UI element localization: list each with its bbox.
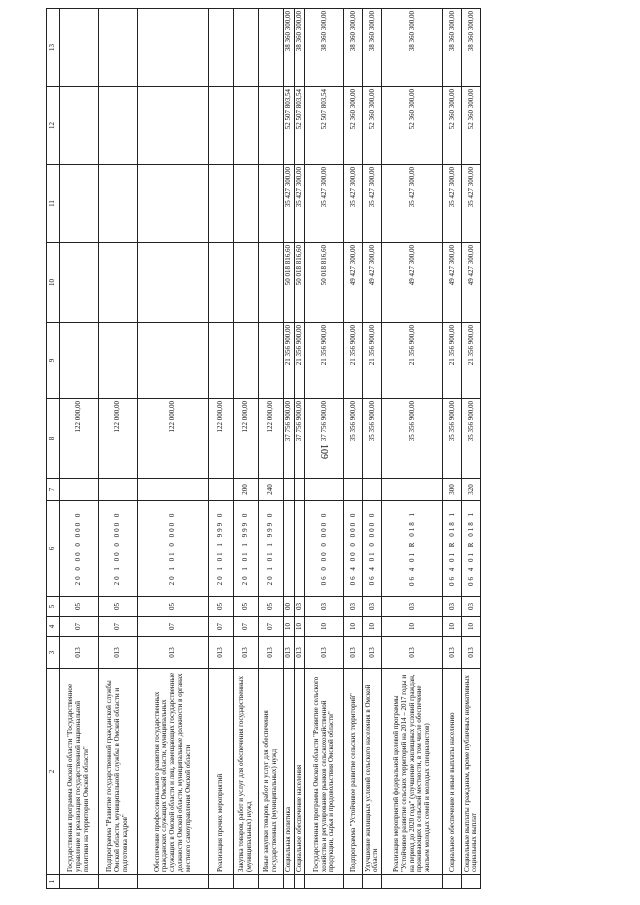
ministry-code-cell: 013 (284, 637, 295, 669)
amount-cell: 21 356 900,00 (382, 323, 443, 399)
column-number: 8 (47, 399, 60, 479)
budget-table (46, 8, 481, 889)
amount-cell (99, 165, 138, 243)
ministry-code-cell: 013 (294, 637, 305, 669)
table-row (344, 9, 363, 889)
row-name-cell: Подпрограмма "Устойчивое развитие сельских территорий" (344, 669, 363, 875)
amount-cell: 21 356 900,00 (284, 323, 295, 399)
section-code-cell: 10 (284, 617, 295, 637)
subsection-code-cell: 03 (344, 597, 363, 617)
amount-cell: 38 360 300,00 (294, 9, 305, 87)
amount-cell: 37 756 900,00 (284, 399, 295, 479)
amount-cell (259, 243, 284, 323)
column-number: 4 (47, 617, 60, 637)
amount-cell: 52 360 300,00 (363, 87, 382, 165)
amount-cell (138, 9, 209, 87)
row-name-cell: Улучшение жилищных условий сельского населения в Омской области (363, 669, 382, 875)
amount-cell (234, 165, 259, 243)
section-code-cell: 07 (99, 617, 138, 637)
expense-type-cell (284, 479, 295, 501)
amount-cell: 35 427 300,00 (443, 165, 462, 243)
amount-cell: 35 356 900,00 (382, 399, 443, 479)
amount-cell: 21 356 900,00 (443, 323, 462, 399)
table-row (462, 9, 481, 889)
amount-cell: 38 360 300,00 (443, 9, 462, 87)
amount-cell: 49 427 300,00 (462, 243, 481, 323)
row-number-cell (363, 875, 382, 889)
section-code-cell: 10 (382, 617, 443, 637)
amount-cell (60, 323, 99, 399)
amount-cell: 38 360 300,00 (382, 9, 443, 87)
row-name-cell: Реализация мероприятий федеральной целевой программы "Устойчивое развитие сельских территорий на 2014 – 2017 годы и на период до 2020 года" (улучшение жилищных условий граждан, проживающих в сельской местности, в том числе обеспечение жильем молодых семей и молодых специалистов) (382, 669, 443, 875)
table-row (284, 9, 295, 889)
amount-cell: 35 356 900,00 (443, 399, 462, 479)
amount-cell: 21 356 900,00 (294, 323, 305, 399)
amount-cell: 37 756 900,00 (305, 399, 344, 479)
subsection-code-cell: 05 (259, 597, 284, 617)
column-number: 10 (47, 243, 60, 323)
amount-cell (259, 165, 284, 243)
table-row (209, 9, 234, 889)
amount-cell (99, 9, 138, 87)
table-row (99, 9, 138, 889)
amount-cell: 122 000,00 (60, 399, 99, 479)
row-number-cell (305, 875, 344, 889)
subsection-code-cell: 03 (443, 597, 462, 617)
amount-cell (99, 87, 138, 165)
expense-type-cell (363, 479, 382, 501)
amount-cell: 49 427 300,00 (443, 243, 462, 323)
amount-cell (60, 9, 99, 87)
subsection-code-cell: 03 (305, 597, 344, 617)
amount-cell: 35 427 300,00 (363, 165, 382, 243)
amount-cell (138, 165, 209, 243)
ministry-code-cell: 013 (363, 637, 382, 669)
amount-cell (138, 243, 209, 323)
column-number: 5 (47, 597, 60, 617)
amount-cell: 35 427 300,00 (284, 165, 295, 243)
expense-type-cell (209, 479, 234, 501)
expense-type-cell (344, 479, 363, 501)
amount-cell (234, 323, 259, 399)
target-article-cell: 06 0 00 0 000 0 (305, 501, 344, 597)
column-number: 12 (47, 87, 60, 165)
expense-type-cell: 320 (462, 479, 481, 501)
amount-cell (138, 323, 209, 399)
ministry-code-cell: 013 (234, 637, 259, 669)
amount-cell (60, 243, 99, 323)
amount-cell: 38 360 300,00 (462, 9, 481, 87)
amount-cell: 122 000,00 (259, 399, 284, 479)
amount-cell: 35 427 300,00 (305, 165, 344, 243)
subsection-code-cell: 05 (234, 597, 259, 617)
amount-cell: 35 427 300,00 (294, 165, 305, 243)
table-row (234, 9, 259, 889)
target-article-cell (294, 501, 305, 597)
amount-cell (209, 243, 234, 323)
table-row (138, 9, 209, 889)
amount-cell: 21 356 900,00 (363, 323, 382, 399)
expense-type-cell: 300 (443, 479, 462, 501)
ministry-code-cell: 013 (259, 637, 284, 669)
amount-cell: 37 756 900,00 (294, 399, 305, 479)
amount-cell: 52 360 300,00 (344, 87, 363, 165)
row-name-cell: Закупка товаров, работ и услуг для обеспечения государственных (муниципальных) нужд (234, 669, 259, 875)
expense-type-cell (382, 479, 443, 501)
row-name-cell: Социальные выплаты гражданам, кроме публичных нормативных социальных выплат (462, 669, 481, 875)
amount-cell (234, 243, 259, 323)
ministry-code-cell: 013 (60, 637, 99, 669)
section-code-cell: 07 (209, 617, 234, 637)
amount-cell: 21 356 900,00 (462, 323, 481, 399)
subsection-code-cell: 05 (60, 597, 99, 617)
section-code-cell: 07 (234, 617, 259, 637)
amount-cell: 52 360 300,00 (382, 87, 443, 165)
table-row (363, 9, 382, 889)
target-article-cell: 06 4 01 R 018 1 (462, 501, 481, 597)
subsection-code-cell: 03 (382, 597, 443, 617)
expense-type-cell (305, 479, 344, 501)
expense-type-cell: 240 (259, 479, 284, 501)
expense-type-cell (138, 479, 209, 501)
amount-cell (60, 87, 99, 165)
amount-cell (234, 87, 259, 165)
section-code-cell: 10 (305, 617, 344, 637)
table-row (443, 9, 462, 889)
amount-cell (259, 323, 284, 399)
ministry-code-cell: 013 (462, 637, 481, 669)
row-number-cell (99, 875, 138, 889)
column-number: 13 (47, 9, 60, 87)
row-name-cell: Социальное обеспечение населения (294, 669, 305, 875)
subsection-code-cell: 03 (294, 597, 305, 617)
amount-cell: 122 000,00 (99, 399, 138, 479)
amount-cell: 122 000,00 (234, 399, 259, 479)
amount-cell: 52 507 803,54 (294, 87, 305, 165)
amount-cell (209, 323, 234, 399)
column-number: 2 (47, 669, 60, 875)
amount-cell (209, 9, 234, 87)
column-number: 3 (47, 637, 60, 669)
amount-cell: 52 360 300,00 (462, 87, 481, 165)
amount-cell (234, 9, 259, 87)
target-article-cell: 06 4 01 0 000 0 (363, 501, 382, 597)
section-code-cell: 07 (259, 617, 284, 637)
amount-cell: 122 000,00 (209, 399, 234, 479)
target-article-cell: 20 1 01 1 999 0 (234, 501, 259, 597)
target-article-cell: 20 1 00 0 000 0 (99, 501, 138, 597)
target-article-cell: 20 1 01 1 999 0 (259, 501, 284, 597)
amount-cell: 38 360 300,00 (344, 9, 363, 87)
expense-type-cell (99, 479, 138, 501)
subsection-code-cell: 03 (462, 597, 481, 617)
amount-cell: 52 507 803,54 (284, 87, 295, 165)
subsection-code-cell: 05 (99, 597, 138, 617)
ministry-code-cell: 013 (382, 637, 443, 669)
column-number: 1 (47, 875, 60, 889)
ministry-code-cell: 013 (344, 637, 363, 669)
target-article-cell: 20 0 00 0 000 0 (60, 501, 99, 597)
target-article-cell: 20 1 01 0 000 0 (138, 501, 209, 597)
column-number-row (47, 9, 60, 889)
target-article-cell: 06 4 01 R 018 1 (382, 501, 443, 597)
target-article-cell (284, 501, 295, 597)
row-number-cell (284, 875, 295, 889)
table-row (382, 9, 443, 889)
ministry-code-cell: 013 (138, 637, 209, 669)
table-row (305, 9, 344, 889)
expense-type-cell: 200 (234, 479, 259, 501)
subsection-code-cell: 05 (209, 597, 234, 617)
row-number-cell (382, 875, 443, 889)
amount-cell (138, 87, 209, 165)
amount-cell: 35 356 900,00 (462, 399, 481, 479)
section-code-cell: 10 (344, 617, 363, 637)
section-code-cell: 07 (60, 617, 99, 637)
column-number: 9 (47, 323, 60, 399)
amount-cell: 49 427 300,00 (363, 243, 382, 323)
amount-cell (60, 165, 99, 243)
amount-cell: 50 018 816,60 (284, 243, 295, 323)
section-code-cell: 10 (443, 617, 462, 637)
row-number-cell (294, 875, 305, 889)
amount-cell: 49 427 300,00 (382, 243, 443, 323)
amount-cell: 35 356 900,00 (363, 399, 382, 479)
amount-cell: 35 356 900,00 (344, 399, 363, 479)
amount-cell (259, 87, 284, 165)
row-name-cell: Государственная программа Омской области "Государственное управление и реализация государственной национальной политики на территории Омской области" (60, 669, 99, 875)
table-row (60, 9, 99, 889)
amount-cell: 35 427 300,00 (462, 165, 481, 243)
amount-cell (209, 165, 234, 243)
ministry-code-cell: 013 (443, 637, 462, 669)
column-number: 7 (47, 479, 60, 501)
amount-cell: 50 018 816,60 (294, 243, 305, 323)
target-article-cell: 20 1 01 1 999 0 (209, 501, 234, 597)
amount-cell: 49 427 300,00 (344, 243, 363, 323)
amount-cell: 38 360 300,00 (363, 9, 382, 87)
rotated-table-wrapper (46, 9, 640, 889)
amount-cell: 52 507 803,54 (305, 87, 344, 165)
amount-cell: 52 360 300,00 (443, 87, 462, 165)
section-code-cell: 10 (462, 617, 481, 637)
amount-cell: 50 018 816,60 (305, 243, 344, 323)
row-name-cell: Обеспечение профессионального развития государственных гражданских служащих Омской области, муниципальных служащих в Омской области и лиц, замещающих государственные должности Омской области, муниципальные должности в органах местного самоуправления Омской области (138, 669, 209, 875)
amount-cell (99, 323, 138, 399)
section-code-cell: 10 (363, 617, 382, 637)
row-number-cell (138, 875, 209, 889)
table-row (294, 9, 305, 889)
row-name-cell: Государственная программа Омской области "Развитие сельского хозяйства и регулирование рынков сельскохозяйственной продукции, сырья и продовольствия Омской области" (305, 669, 344, 875)
amount-cell: 21 356 900,00 (305, 323, 344, 399)
target-article-cell: 06 4 00 0 000 0 (344, 501, 363, 597)
amount-cell (259, 9, 284, 87)
subsection-code-cell: 05 (138, 597, 209, 617)
ministry-code-cell: 013 (305, 637, 344, 669)
column-number: 6 (47, 501, 60, 597)
row-name-cell: Социальная политика (284, 669, 295, 875)
row-name-cell: Иные закупки товаров, работ и услуг для обеспечения государственных (муниципальных) нужд (259, 669, 284, 875)
amount-cell: 38 360 300,00 (305, 9, 344, 87)
row-name-cell: Реализация прочих мероприятий (209, 669, 234, 875)
page-number: 109 (318, 444, 329, 459)
amount-cell: 122 000,00 (138, 399, 209, 479)
amount-cell: 21 356 900,00 (344, 323, 363, 399)
row-number-cell (344, 875, 363, 889)
column-number: 11 (47, 165, 60, 243)
subsection-code-cell: 03 (363, 597, 382, 617)
amount-cell: 35 427 300,00 (344, 165, 363, 243)
amount-cell (99, 243, 138, 323)
subsection-code-cell: 00 (284, 597, 295, 617)
section-code-cell: 10 (294, 617, 305, 637)
ministry-code-cell: 013 (99, 637, 138, 669)
row-name-cell: Социальное обеспечение и иные выплаты населению (443, 669, 462, 875)
row-number-cell (259, 875, 284, 889)
row-number-cell (60, 875, 99, 889)
section-code-cell: 07 (138, 617, 209, 637)
expense-type-cell (294, 479, 305, 501)
amount-cell (209, 87, 234, 165)
row-name-cell: Подпрограмма "Развитие государственной гражданской службы Омской области, муниципальной службы в Омской области и подготовка кадров" (99, 669, 138, 875)
row-number-cell (209, 875, 234, 889)
target-article-cell: 06 4 01 R 018 1 (443, 501, 462, 597)
row-number-cell (234, 875, 259, 889)
table-row (259, 9, 284, 889)
ministry-code-cell: 013 (209, 637, 234, 669)
expense-type-cell (60, 479, 99, 501)
row-number-cell (443, 875, 462, 889)
row-number-cell (462, 875, 481, 889)
amount-cell: 35 427 300,00 (382, 165, 443, 243)
amount-cell: 38 360 300,00 (284, 9, 295, 87)
